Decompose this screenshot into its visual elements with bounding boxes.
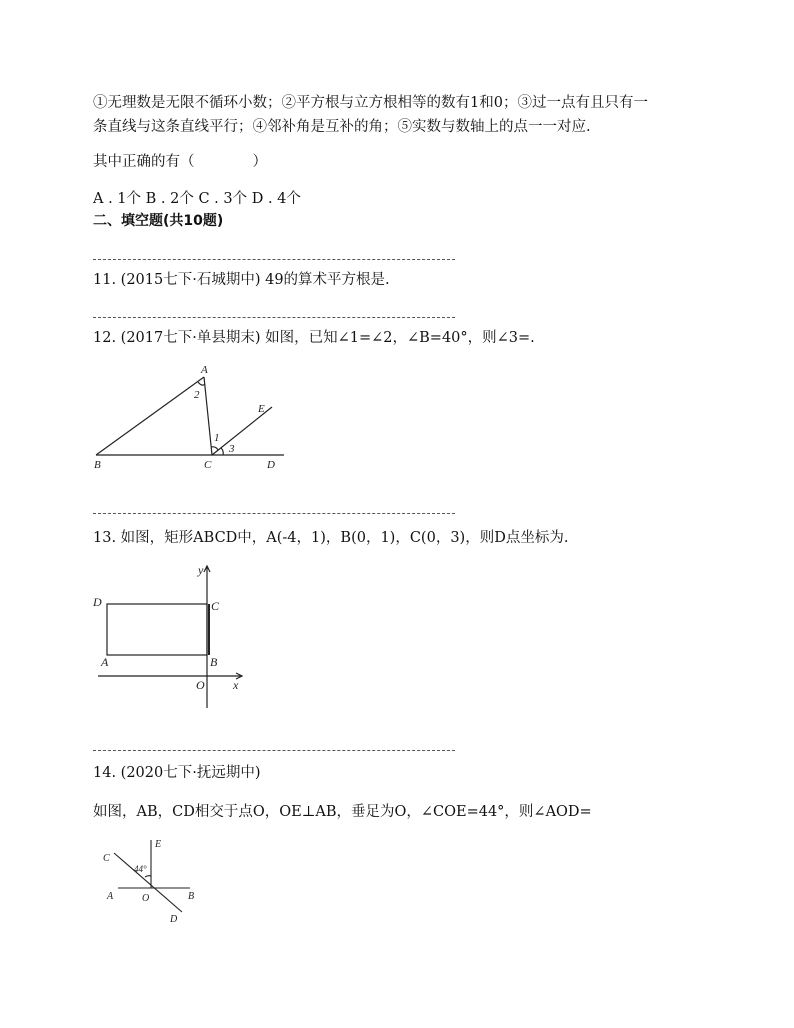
q14-label-44: 44° — [134, 864, 147, 874]
q13-label-y: y — [198, 563, 204, 577]
q13-label-a: A — [101, 655, 109, 669]
q12-label-c: C — [204, 459, 212, 471]
q12-label-d: D — [267, 459, 275, 471]
q13-label-c: C — [211, 599, 220, 613]
q11-text: 11. (2015七下·石城期中) 49的算术平方根是. — [93, 272, 390, 288]
q12-label-3: 3 — [229, 443, 235, 455]
q12-text: 12. (2017七下·单县期末) 如图，已知∠1=∠2，∠B=40°，则∠3=. — [93, 330, 535, 346]
q14-label-o: O — [142, 893, 150, 904]
q14-label-b: B — [188, 891, 195, 902]
q14-header: 14. (2020七下·抚远期中) — [93, 765, 261, 781]
q14-text: 如图，AB，CD相交于点O，OE⊥AB，垂足为O，∠COE=44°，则∠AOD= — [93, 804, 592, 820]
angle-44-mark — [145, 876, 151, 877]
q12-label-b: B — [94, 459, 101, 471]
q13-text: 13. 如图，矩形ABCD中，A(-4，1)，B(0，1)，C(0，3)，则D点坐标为. — [93, 530, 569, 546]
q10-options: A . 1个 B . 2个 C . 3个 D . 4个 — [93, 191, 301, 207]
section-title: 二、填空题(共10题) — [93, 213, 224, 229]
q14-label-c: C — [103, 853, 110, 864]
q10-statement-line-1: ①无理数是无限不循环小数；②平方根与立方根相等的数有1和0；③过一点有且只有一 — [93, 95, 648, 111]
q12-label-e: E — [258, 403, 265, 415]
q13-label-b: B — [210, 655, 218, 669]
q10-prompt: 其中正确的有（ ） — [93, 154, 267, 170]
q12-label-2: 2 — [194, 389, 200, 401]
q13-label-o: O — [196, 678, 205, 692]
q13-label-x: x — [233, 678, 239, 692]
q14-label-a: A — [107, 891, 114, 902]
q12-label-a: A — [201, 364, 208, 376]
q12-label-1: 1 — [214, 432, 220, 444]
q14-label-e: E — [155, 839, 162, 850]
q10-statement-line-2: 条直线与这条直线平行；④邻补角是互补的角；⑤实数与数轴上的点一一对应. — [93, 119, 591, 135]
q14-label-d: D — [170, 914, 178, 925]
q13-label-d: D — [93, 595, 102, 609]
